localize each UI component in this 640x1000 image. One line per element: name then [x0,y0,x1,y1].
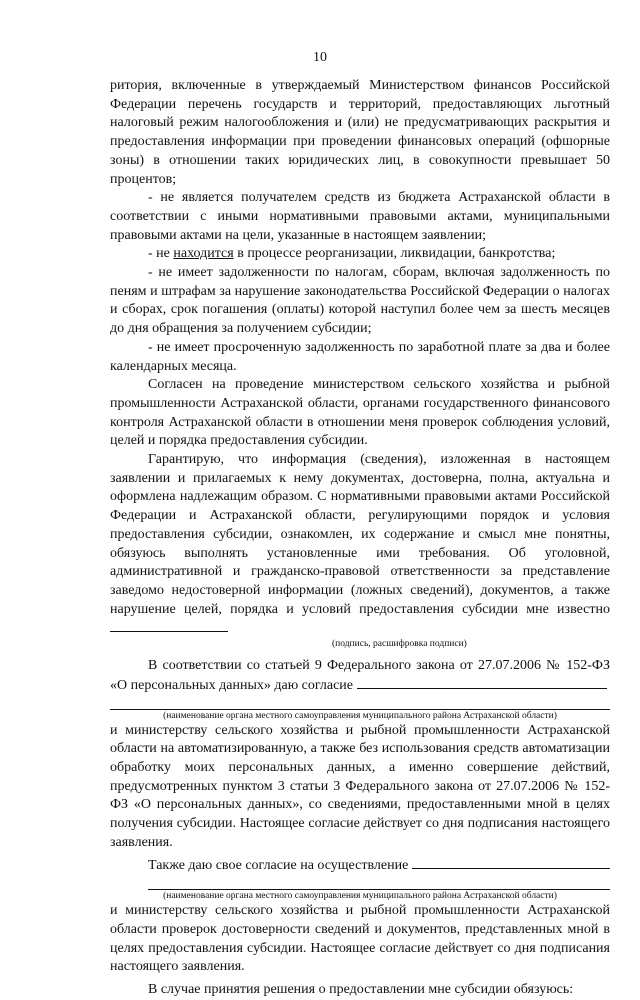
paragraph-ministry-processing: и министерству сельского хозяйства и рыбной промышленности Астраханской области на автоматизированную, а также без использования средств автоматизации обработку моих персональных данных, а именно совершение действий, предусмотренных пунктом 3 статьи 3 Федерального закона от 27.07.2006 № 152-ФЗ «О персональных данных», со сведениями, предоставленными мной в целях получения субсидии. Настоящее согласие действует со дня подписания настоящего заявления. [110,722,610,850]
paragraph-no-tax-debt: - не имеет задолженности по налогам, сборам, включая задолженность по пеням и штрафам за нарушение законодательства Российской Федерации о налогах и сборах, срок погашения (оплаты) которой наступил более чем за шесть месяцев до дня обращения за получением субсидии; [110,265,610,337]
org-name-field-inline[interactable] [357,676,607,689]
paragraph-not-budget-recipient: - не является получателем средств из бюджета Астраханской области в соответствии с иными нормативными правовыми актами, муниципальными правовыми актами на цели, указанные в настоящем заявлении; [110,190,610,243]
guarantee-text: Гарантирую, что информация (сведения), изложенная в настоящем заявлении и прилагаемых к нему документах, достоверна, полна, актуальна и оформлена надлежащим образом. С нормативными правовыми актами Российской Федерации и Астраханской области, регулирующими порядок и условия предоставления субсидии, ознакомлен, их содержание и смысл мне понятны, обязуюсь выполнять установленные ими требования. Об уголовной, административной и гражданско-правовой ответственности за представление заведомо недостоверной информации (ложных сведений), документов, а также нарушение целей, порядка и условий предоставления субсидии мне известно [110,452,610,617]
paragraph-guarantee [110,451,610,639]
personal-data-text: В соответствии со статьей 9 Федерального закона от 27.07.2006 № 152-ФЗ «О персональных данных» даю согласие [110,658,610,693]
paragraph-no-reorganization [110,245,610,264]
document-body [110,77,610,1000]
paragraph-no-salary-debt: - не имеет просроченную задолженность по заработной плате за два и более календарных месяца. [110,339,610,374]
item-prefix: - не [148,246,174,262]
paragraph-consent-inspections: Согласен на проведение министерством сельского хозяйства и рыбной промышленности Астраханской области, органами государственного финансового контроля Астраханской области в отношении меня проверок соблюдения условий, целей и порядка предоставления субсидии. [110,377,610,449]
paragraph-personal-data-consent [110,657,610,695]
page-number: 10 [313,50,327,65]
org-caption-1: (наименование органа местного самоуправления муниципального района Астраханской области) [163,710,557,721]
org-caption-2: (наименование органа местного самоуправления муниципального района Астраханской области) [163,891,557,902]
paragraph-offshore-continuation: ритория, включенные в утверждаемый Министерством финансов Российской Федерации перечень государств и территорий, предоставляющих льготный налоговый режим налогообложения и (или) не предусматривающих раскрытия и предоставления информации при проведении финансовых операций (офшорные зоны) в отношении таких юридических лиц, в совокупности превышает 50 процентов; [110,78,610,187]
also-consent-text: Также даю свое согласие на осуществление [148,858,409,874]
paragraph-ministry-verification: и министерству сельского хозяйства и рыбной промышленности Астраханской области проверок достоверности сведений и документов, представленных мной в целях предоставления субсидии. Настоящее согласие действует со дня подписания настоящего заявления. [110,903,610,975]
item-suffix: в процессе реорганизации, ликвидации, банкротства; [233,246,556,262]
paragraph-obligations: В случае принятия решения о предоставлении мне субсидии обязуюсь: [148,981,574,997]
signature-caption: (подпись, расшифровка подписи) [332,639,467,650]
underlined-word: находится [173,246,234,262]
signature-field[interactable] [110,619,228,632]
paragraph-also-consent [110,856,610,876]
org-name-field-inline-2[interactable] [412,856,610,869]
